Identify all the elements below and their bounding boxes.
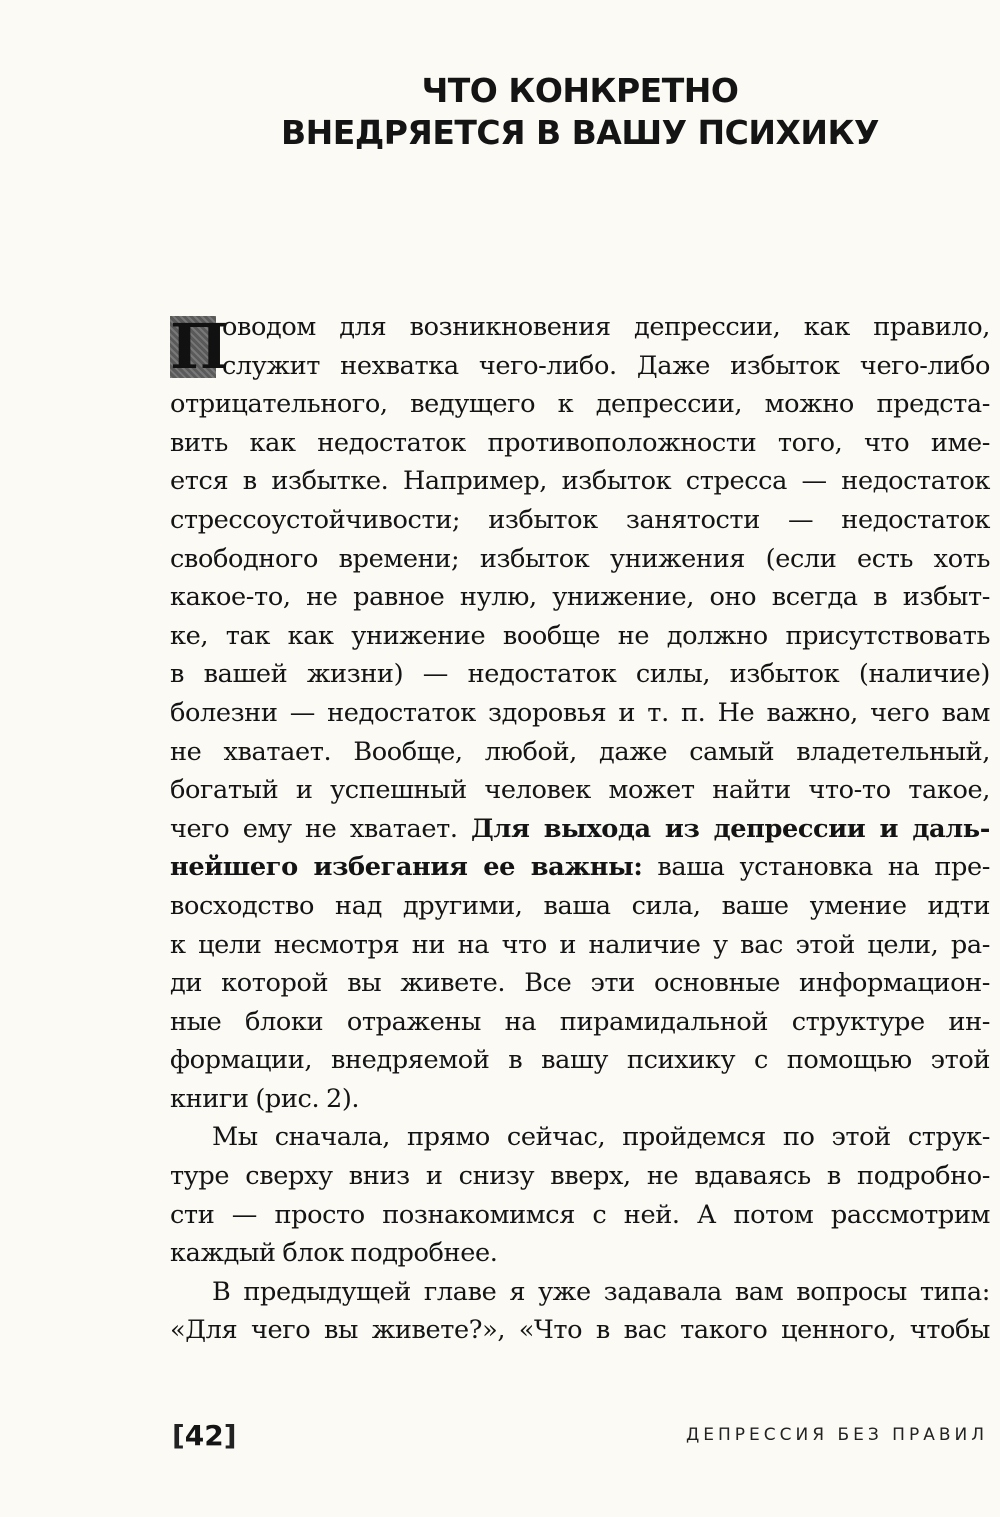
text-line: отрицательного, ведущего к депрессии, можно предста- [170,389,990,420]
drop-cap: П [170,310,229,383]
text-line: не хватает. Вообще, любой, даже самый владетельный, [170,736,990,767]
text-line: ди которой вы живете. Все эти основные информацион- [170,968,990,999]
text-line: стрессоустойчивости; избыток занятости — недостаток [170,504,990,535]
page-number-value: 42 [184,1419,224,1452]
text-line: туре сверху вниз и снизу вверх, не вдаваясь в подробно- [170,1161,990,1192]
page-number [172,1420,237,1452]
text-line: свободного времени; избыток унижения (если есть хоть [170,543,990,574]
text-run: чего ему не хватает. [170,813,471,844]
text-line [170,810,990,849]
running-footer-title: ДЕПРЕССИЯ БЕЗ ПРАВИЛ [685,1425,988,1445]
text-line: формации, внедряемой в вашу психику с помощью этой [170,1045,990,1076]
text-run: ваша установка на пре- [642,852,990,883]
text-line: восходство над другими, ваша сила, ваше умение идти [170,890,990,921]
text-line: какое-то, не равное нулю, унижение, оно всегда в избыт- [170,582,990,613]
heading-line-1: ЧТО КОНКРЕТНО [421,71,739,110]
text-line: в вашей жизни) — недостаток силы, избыток (наличие) [170,659,990,690]
text-line: болезни — недостаток здоровья и т. п. Не важно, чего вам [170,697,990,728]
text-line: вить как недостаток противоположности того, что име- [170,427,990,458]
text-line: «Для чего вы живете?», «Что в вас такого ценного, чтобы [170,1315,990,1346]
heading-line-2: ВНЕДРЯЕТСЯ В ВАШУ ПСИХИКУ [281,113,879,152]
text-line: оводом для возникновения депрессии, как правило, [222,312,990,342]
text-line: ке, так как унижение вообще не должно присутствовать [170,620,990,651]
body-text [170,308,990,1350]
text-line: служит нехватка чего-либо. Даже избыток чего-либо [222,350,990,381]
text-line: ется в избытке. Например, избыток стресса — недостаток [170,466,990,497]
text-line: В предыдущей главе я уже задавала вам вопросы типа: [212,1276,990,1307]
emphasis-text: нейшего избегания ее важны: [170,852,643,883]
bracket-left-icon: [ [172,1419,185,1452]
bracket-right-icon: ] [223,1419,237,1452]
text-line: богатый и успешный человек может найти что-то такое, [170,775,990,806]
text-line: каждый блок подробнее. [170,1238,498,1269]
text-line [170,848,990,887]
text-line: сти — просто познакомимся с ней. А потом рассмотрим [170,1199,990,1230]
text-line: Мы сначала, прямо сейчас, пройдемся по этой струк- [212,1122,990,1153]
text-line: книги (рис. 2). [170,1083,360,1114]
text-line: ные блоки отражены на пирамидальной структуре ин- [170,1006,990,1037]
chapter-heading [170,70,990,154]
emphasis-text: Для выхода из депрессии и даль- [471,813,990,844]
text-line: к цели несмотря ни на что и наличие у вас этой цели, ра- [170,929,990,960]
